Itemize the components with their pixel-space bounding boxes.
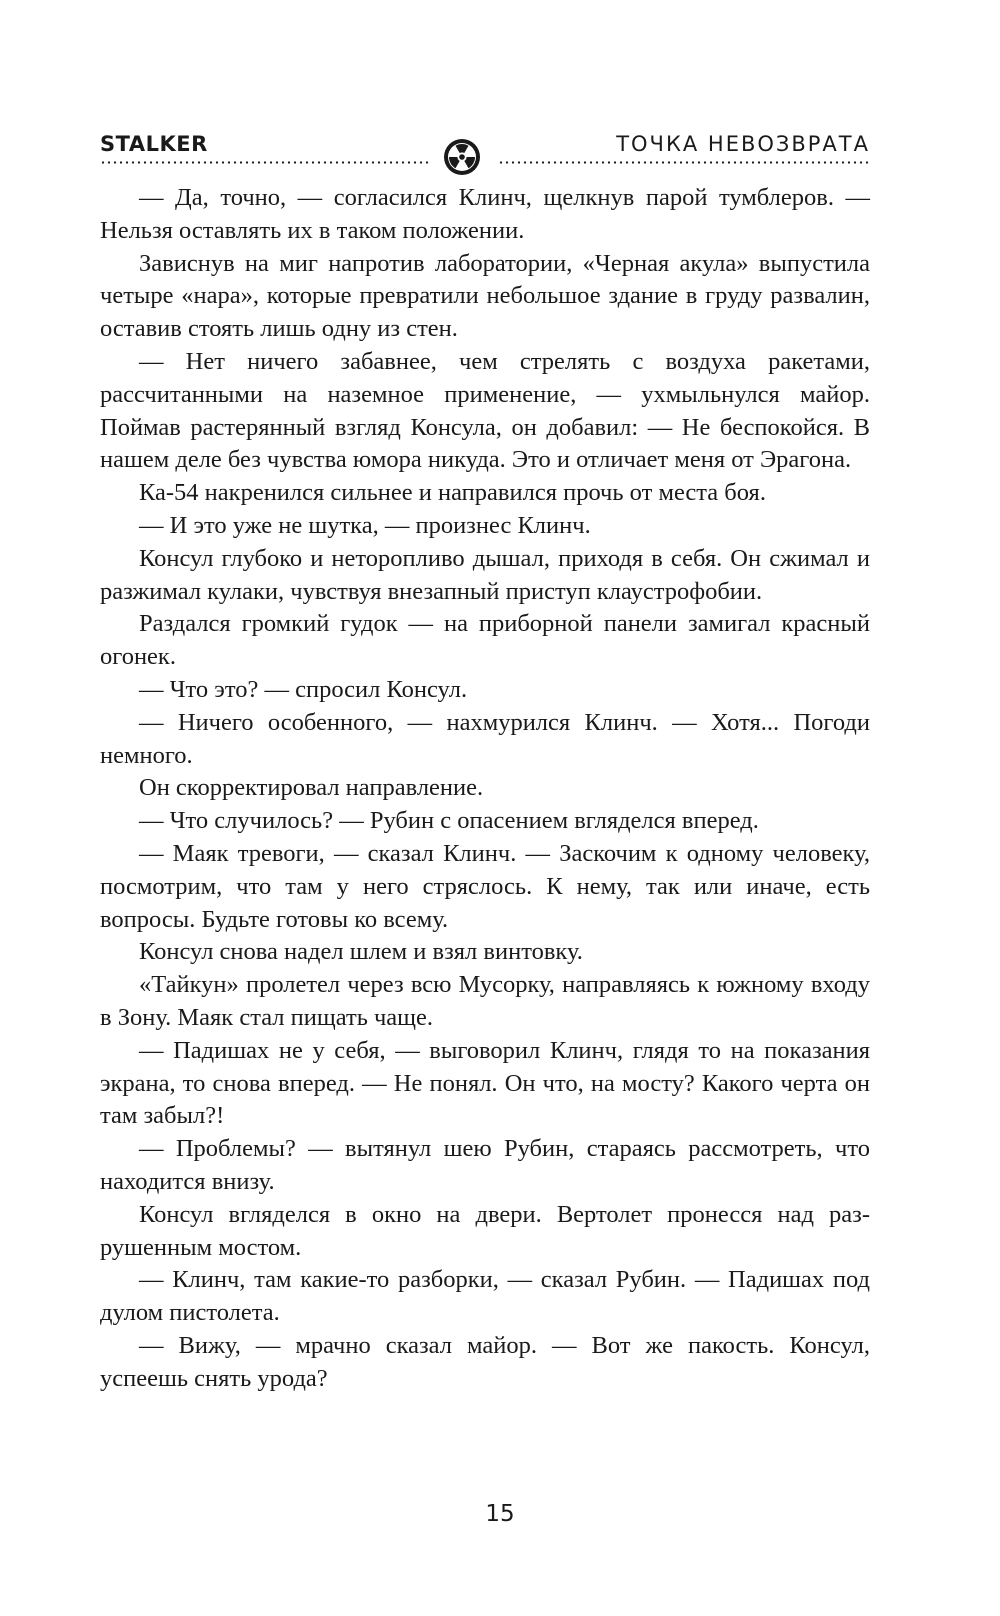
paragraph: Он скорректировал направление. [139, 774, 484, 802]
paragraph: — Да, точно, — согласился Клинч, щелкнув парой тумблеров. — Нельзя оставлять их в таком положении. [100, 184, 870, 244]
paragraph: — Падишах не у себя, — выговорил Клинч, глядя то на показания экрана, то снова вперед. — Не понял. Он что, на мосту? Какого черта он там забыл?! [100, 1036, 870, 1130]
paragraph: — Вижу, — мрачно сказал майор. — Вот же пакость. Консул, успеешь снять урода? [100, 1331, 870, 1392]
radiation-hazard-icon [442, 137, 482, 177]
paragraph: — И это уже не шутка, — произнес Клинч. [139, 511, 591, 539]
dotted-leader-right [498, 161, 870, 164]
paragraph: Раздался громкий гудок — на приборной панели замигал красный огонек. [100, 610, 870, 671]
paragraph: Консул снова надел шлем и взял винтовку. [139, 938, 583, 966]
paragraph: — Ничего особенного, — нахмурился Клинч. — Хотя... Погоди немного. [100, 708, 870, 769]
paragraph: «Тайкун» пролетел через всю Мусорку, направляясь к южному входу в Зону. Маяк стал пищать чаще. [100, 971, 870, 1031]
paragraph: Консул вгляделся в окно на двери. Вертолет пронесся над разрушенным мостом. [100, 1200, 870, 1261]
book-title: ТОЧКА НЕВОЗВРАТА [616, 132, 870, 156]
paragraph: — Что случилось? — Рубин с опасением вгляделся вперед. [139, 807, 759, 835]
paragraph: — Проблемы? — вытянул шею Рубин, стараясь рассмотреть, что находится внизу. [100, 1135, 870, 1195]
paragraph: — Клинч, там какие-то разборки, — сказал Рубин. — Падишах под дулом пистолета. [100, 1266, 870, 1327]
running-header [100, 132, 870, 176]
paragraph: Зависнув на миг напротив лаборатории, «Черная акула» выпустила четыре «нара», которые превратили небольшое здание в груду развалин, оставив стоять лишь одну из стен. [100, 249, 870, 343]
paragraph: — Маяк тревоги, — сказал Клинч. — Заскочим к одному человеку, посмотрим, что там у него стряслось. К нему, так или иначе, есть вопросы. Будьте готовы ко всему. [100, 839, 870, 933]
paragraph: — Что это? — спросил Консул. [139, 675, 468, 703]
page-number: 15 [485, 1501, 515, 1527]
paragraph: — Нет ничего забавнее, чем стрелять с воздуха ракетами, рассчитанными на наземное применение, — ухмыльнулся майор. Поймав растерянный взгляд Консула, он добавил: — Не беспокойся. В нашем деле без чувства юмора никуда. Это и отличает меня от Эрагона. [100, 347, 870, 474]
paragraph: Ка-54 накренился сильнее и направился прочь от места боя. [139, 479, 766, 507]
body-text [100, 182, 870, 1395]
dotted-leader-left [100, 161, 432, 164]
series-name: STALKER [100, 132, 208, 156]
paragraph: Консул глубоко и неторопливо дышал, приходя в себя. Он сжимал и разжимал кулаки, чувствуя внезапный приступ клаустрофобии. [100, 544, 870, 605]
